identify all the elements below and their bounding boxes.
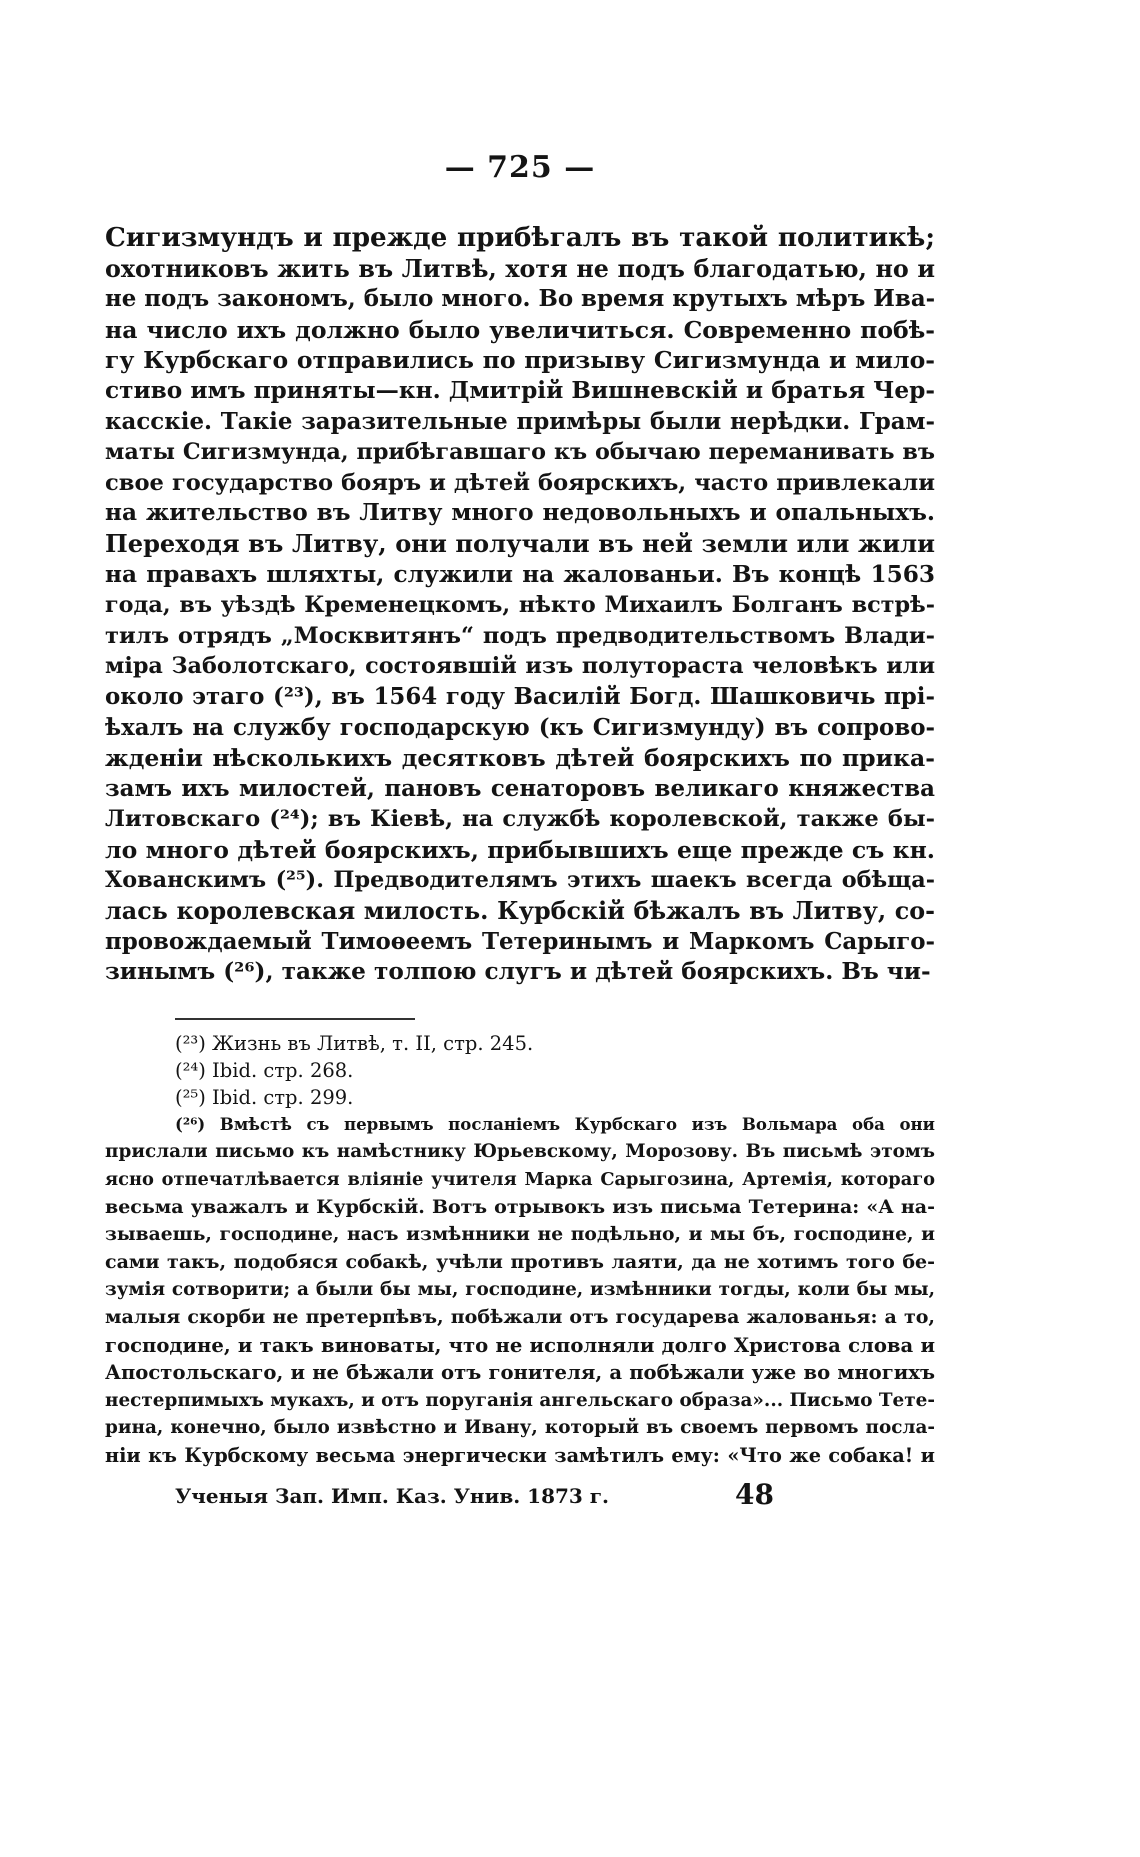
body-line: свое государство бояръ и дѣтей боярскихъ, часто привлекали — [105, 469, 935, 496]
body-line: лась королевская милость. Курбскій бѣжалъ въ Литву, со- — [105, 897, 935, 926]
body-line: міра Заболотскаго, состоявшій изъ полутораста человѣкъ или — [105, 653, 935, 680]
body-line: зинымъ (²⁶), также толпою слугъ и дѣтей боярскихъ. Въ чи- — [105, 958, 931, 986]
journal-reference: Ученыя Зап. Имп. Каз. Унив. 1873 г. — [175, 1483, 610, 1508]
body-line: на число ихъ должно было увеличиться. Современно побѣ- — [105, 315, 935, 344]
footnote: (²³) Жизнь въ Литвѣ, т. II, стр. 245. — [175, 1031, 534, 1055]
body-line: Хованскимъ (²⁵). Предводителямъ этихъ шаекъ всегда обѣща- — [105, 867, 935, 894]
book-page — [105, 150, 935, 1524]
footnote-26-line: сами такъ, подобяся собакѣ, учѣли противъ лаяти, да не хотимъ того бе- — [105, 1250, 935, 1273]
footnote-26-line: зываешь, господине, насъ измѣнники не подѣльно, и мы бъ, господине, и — [105, 1223, 935, 1246]
footnote-26-line: прислали письмо къ намѣстнику Юрьевскому, Морозову. Въ письмѣ этомъ — [105, 1141, 935, 1163]
footnote-separator — [175, 1018, 415, 1020]
body-line: гу Курбскаго отправились по призыву Сигизмунда и мило- — [105, 346, 935, 375]
body-line: стиво имъ приняты—кн. Дмитрій Вишневскій и братья Чер- — [105, 376, 935, 404]
body-line: года, въ уѣздѣ Кременецкомъ, нѣкто Михаилъ Болганъ встрѣ- — [105, 592, 935, 619]
footnote-26-line: весьма уважалъ и Курбскій. Вотъ отрывокъ изъ письма Тетерина: «А на- — [105, 1195, 935, 1218]
body-line: провождаемый Тимоѳеемъ Тетеринымъ и Маркомъ Сарыго- — [105, 927, 935, 955]
body-line: на правахъ шляхты, служили на жалованьи. Въ концѣ 1563 — [105, 560, 935, 588]
body-line: жденіи нѣсколькихъ десятковъ дѣтей боярскихъ по прика- — [105, 744, 935, 773]
footnote-26-line: господине, и такъ виноваты, что не исполняли долго Христова слова и — [105, 1333, 935, 1357]
footnote-26-line: ніи къ Курбскому весьма энергически замѣтилъ ему: «Что же собака! и — [105, 1443, 935, 1467]
main-text — [105, 223, 935, 988]
body-line: ѣхалъ на службу господарскую (къ Сигизмунду) въ сопрово- — [105, 713, 935, 741]
footnote-26-line: (²⁶) Вмѣстѣ съ первымъ посланіемъ Курбскаго изъ Вольмара оба они — [175, 1113, 935, 1134]
footnotes — [105, 1030, 935, 1111]
signature-mark: 48 — [735, 1477, 774, 1511]
body-line: на жительство въ Литву много недовольныхъ и опальныхъ. — [105, 499, 935, 527]
footnote-26-line: малыя скорби не претерпѣвъ, побѣжали отъ государева жалованья: а то, — [105, 1306, 935, 1328]
footnote: (²⁵) Ibid. стр. 299. — [175, 1085, 354, 1109]
body-line: тилъ отрядъ „Москвитянъ“ подъ предводительствомъ Влади- — [105, 622, 935, 649]
body-line: касскіе. Такіе заразительные примѣры были нерѣдки. Грам- — [105, 407, 935, 435]
body-line: охотниковъ жить въ Литвѣ, хотя не подъ благодатью, но и — [105, 254, 935, 283]
body-line: около этаго (²³), въ 1564 году Василій Богд. Шашковичь прі- — [105, 682, 935, 710]
body-line: не подъ закономъ, было много. Во время крутыхъ мѣръ Ива- — [105, 285, 936, 313]
page-number: — 725 — — [444, 150, 596, 185]
body-line: маты Сигизмунда, прибѣгавшаго къ обычаю переманивать въ — [105, 439, 935, 466]
body-line: замъ ихъ милостей, пановъ сенаторовъ великаго княжества — [105, 774, 935, 802]
footnote-26-line: Апостольскаго, и не бѣжали отъ гонителя, а побѣжали уже во многихъ — [105, 1361, 935, 1385]
body-line: Сигизмундъ и прежде прибѣгалъ въ такой политикѣ; — [105, 222, 935, 253]
footnote-26-line: ясно отпечатлѣвается вліяніе учителя Марка Сарыгозина, Артемія, котораго — [105, 1169, 935, 1191]
body-line: Переходя въ Литву, они получали въ ней земли или жили — [105, 528, 935, 558]
footnote-26-line: рина, конечно, было извѣстно и Ивану, который въ своемъ первомъ посла- — [105, 1417, 935, 1439]
body-line: Литовскаго (²⁴); въ Кіевѣ, на службѣ королевской, также бы- — [105, 806, 935, 833]
page-footer — [105, 1477, 935, 1524]
footnote-26 — [105, 1111, 935, 1470]
body-line: ло много дѣтей боярскихъ, прибывшихъ еще прежде съ кн. — [105, 835, 935, 864]
footnote-26-line: зумія сотворити; а были бы мы, господине, измѣнники тогды, коли бы мы, — [105, 1279, 935, 1301]
footnote-26-line: нестерпимыхъ мукахъ, и отъ поруганія ангельскаго образа»... Письмо Тете- — [105, 1389, 935, 1411]
footnote: (²⁴) Ibid. стр. 268. — [175, 1058, 354, 1082]
